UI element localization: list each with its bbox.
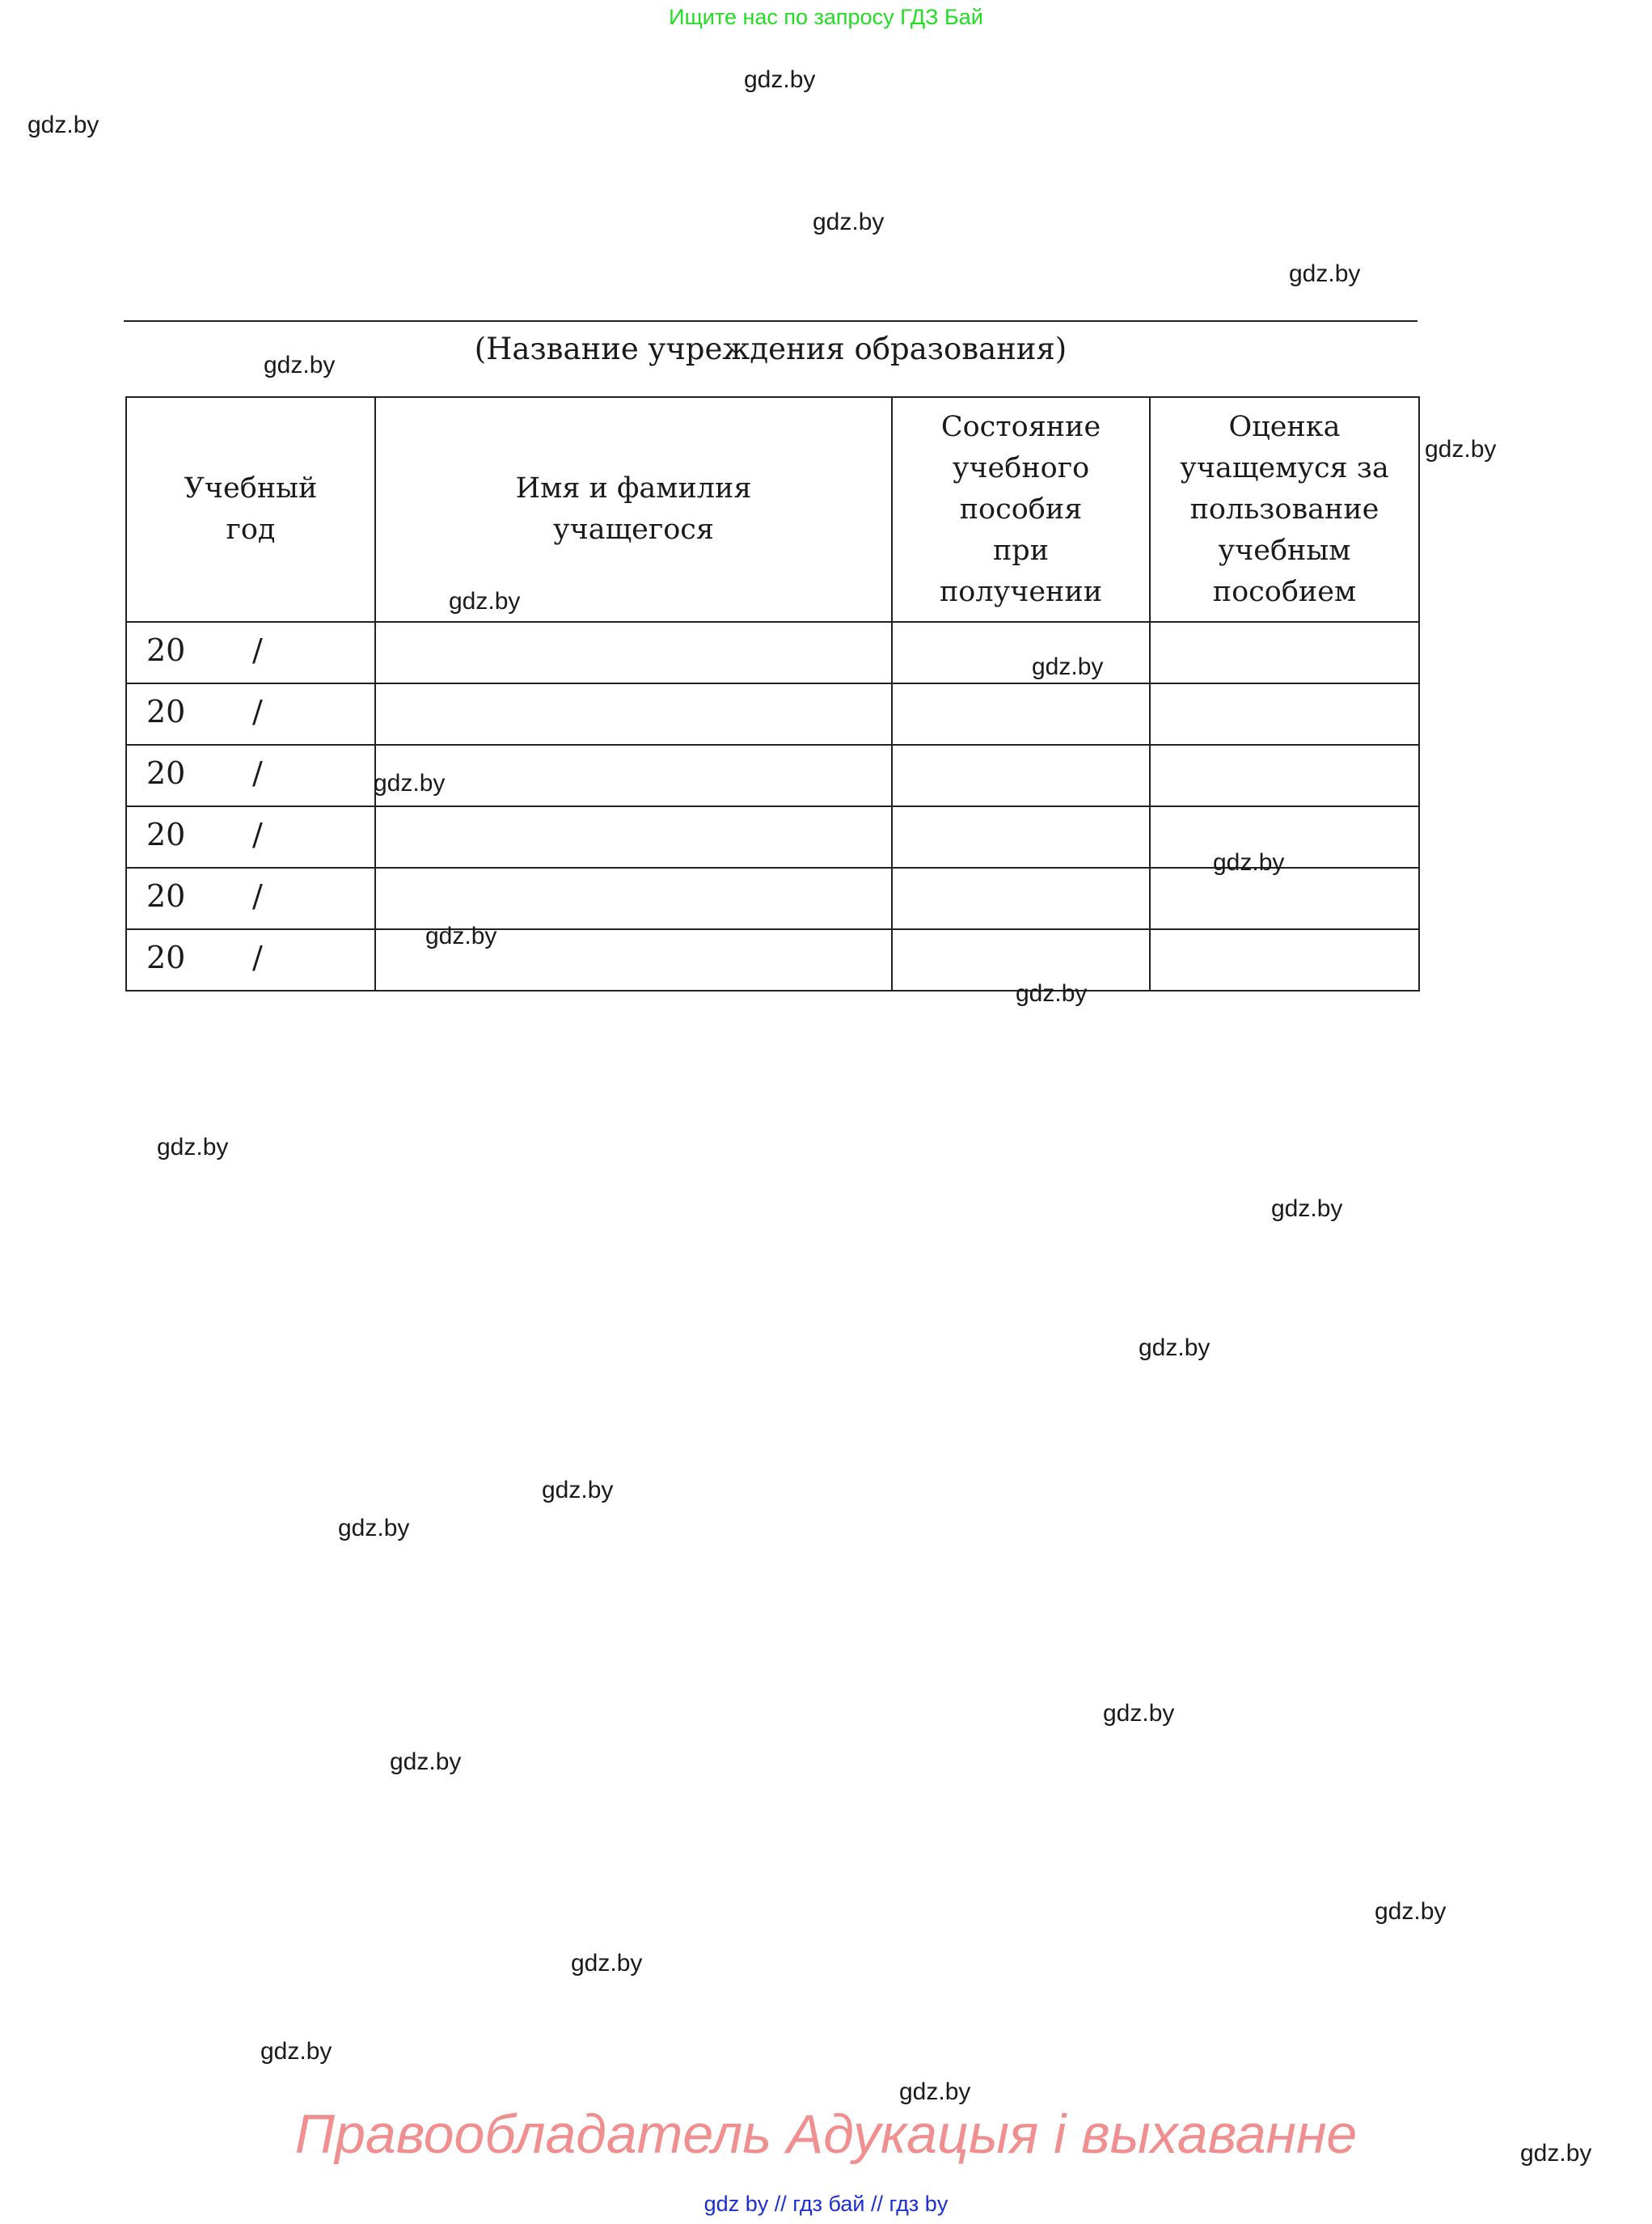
watermark: gdz.by <box>425 923 497 949</box>
year-separator: / <box>252 878 263 914</box>
table-header-row <box>126 397 1419 622</box>
condition-cell <box>892 683 1150 745</box>
year-separator: / <box>252 940 263 975</box>
watermark: gdz.by <box>1213 849 1285 876</box>
copyright-holder: Правообладатель Адукацыя і выхаванне <box>294 2103 1358 2165</box>
watermark: gdz.by <box>1425 436 1497 463</box>
table-row <box>126 929 1419 991</box>
header-student-name-line2: учащегося <box>553 514 714 546</box>
header-school-year <box>126 397 375 622</box>
watermark: gdz.by <box>1520 2140 1592 2167</box>
year-separator: / <box>252 632 263 668</box>
header-condition-line5: получении <box>939 575 1103 608</box>
header-school-year-line1: Учебный <box>184 472 318 505</box>
header-condition-line2: учебного <box>952 451 1090 484</box>
student-name-cell <box>375 806 892 868</box>
footer-link-gdz-by[interactable]: gdz by <box>703 2192 769 2216</box>
student-name-cell <box>375 868 892 929</box>
student-name-cell <box>375 622 892 683</box>
condition-cell <box>892 806 1150 868</box>
watermark: gdz.by <box>1139 1334 1210 1361</box>
year-cell <box>126 683 375 745</box>
condition-cell <box>892 745 1150 806</box>
table-row <box>126 868 1419 929</box>
grade-cell <box>1150 622 1419 683</box>
footer-separator: // <box>774 2192 787 2216</box>
year-prefix: 20 <box>146 878 186 914</box>
year-cell <box>126 745 375 806</box>
watermark: gdz.by <box>1016 980 1088 1007</box>
student-name-cell <box>375 683 892 745</box>
watermark: gdz.by <box>390 1748 462 1775</box>
header-grade-line5: пособием <box>1212 575 1357 608</box>
year-cell <box>126 868 375 929</box>
watermark: gdz.by <box>744 66 816 93</box>
institution-name-line <box>124 320 1418 322</box>
year-separator: / <box>252 755 263 791</box>
watermark: gdz.by <box>449 588 521 615</box>
watermark: gdz.by <box>542 1477 614 1503</box>
table-row <box>126 683 1419 745</box>
grade-cell <box>1150 683 1419 745</box>
header-grade-line4: учебным <box>1218 534 1351 567</box>
condition-cell <box>892 868 1150 929</box>
watermark: gdz.by <box>338 1515 410 1541</box>
grade-cell <box>1150 745 1419 806</box>
table-row <box>126 622 1419 683</box>
header-student-name-line1: Имя и фамилия <box>515 472 752 505</box>
search-banner: Ищите нас по запросу ГДЗ Бай <box>669 5 983 29</box>
header-grade-line1: Оценка <box>1228 410 1341 443</box>
header-usage-grade <box>1150 397 1419 622</box>
year-prefix: 20 <box>146 694 186 729</box>
watermark: gdz.by <box>813 209 885 235</box>
grade-cell <box>1150 868 1419 929</box>
watermark: gdz.by <box>1271 1195 1343 1222</box>
watermark: gdz.by <box>571 1950 643 1977</box>
watermark: gdz.by <box>1103 1700 1175 1727</box>
institution-caption: (Название учреждения образования) <box>474 332 1067 366</box>
watermark: gdz.by <box>157 1134 229 1161</box>
watermark: gdz.by <box>27 112 99 138</box>
year-prefix: 20 <box>146 632 186 668</box>
year-separator: / <box>252 694 263 729</box>
textbook-usage-table <box>125 396 1420 991</box>
year-separator: / <box>252 817 263 852</box>
watermark: gdz.by <box>1032 653 1104 680</box>
header-condition-line4: при <box>992 534 1050 567</box>
student-name-cell <box>375 745 892 806</box>
footer-separator: // <box>871 2192 884 2216</box>
header-condition-on-receipt <box>892 397 1150 622</box>
year-prefix: 20 <box>146 940 186 975</box>
year-cell <box>126 929 375 991</box>
year-cell <box>126 806 375 868</box>
watermark: gdz.by <box>1289 260 1361 287</box>
header-condition-line1: Состояние <box>940 410 1101 443</box>
watermark: gdz.by <box>260 2038 332 2065</box>
grade-cell <box>1150 929 1419 991</box>
watermark: gdz.by <box>1375 1898 1447 1925</box>
watermark: gdz.by <box>374 770 446 797</box>
footer-link-gdz-bai[interactable]: гдз бай <box>792 2192 865 2216</box>
watermark: gdz.by <box>899 2078 971 2105</box>
year-prefix: 20 <box>146 817 186 852</box>
table-row <box>126 745 1419 806</box>
year-prefix: 20 <box>146 755 186 791</box>
watermark: gdz.by <box>264 352 336 378</box>
condition-cell <box>892 622 1150 683</box>
year-cell <box>126 622 375 683</box>
header-school-year-line2: год <box>226 514 276 546</box>
grade-cell <box>1150 806 1419 868</box>
header-grade-line3: пользование <box>1189 493 1379 526</box>
header-grade-line2: учащемуся за <box>1180 451 1389 484</box>
header-condition-line3: пособия <box>959 493 1083 526</box>
footer-link-gdz-by-ru[interactable]: гдз by <box>889 2192 949 2216</box>
footer-links <box>0 2192 1652 2217</box>
